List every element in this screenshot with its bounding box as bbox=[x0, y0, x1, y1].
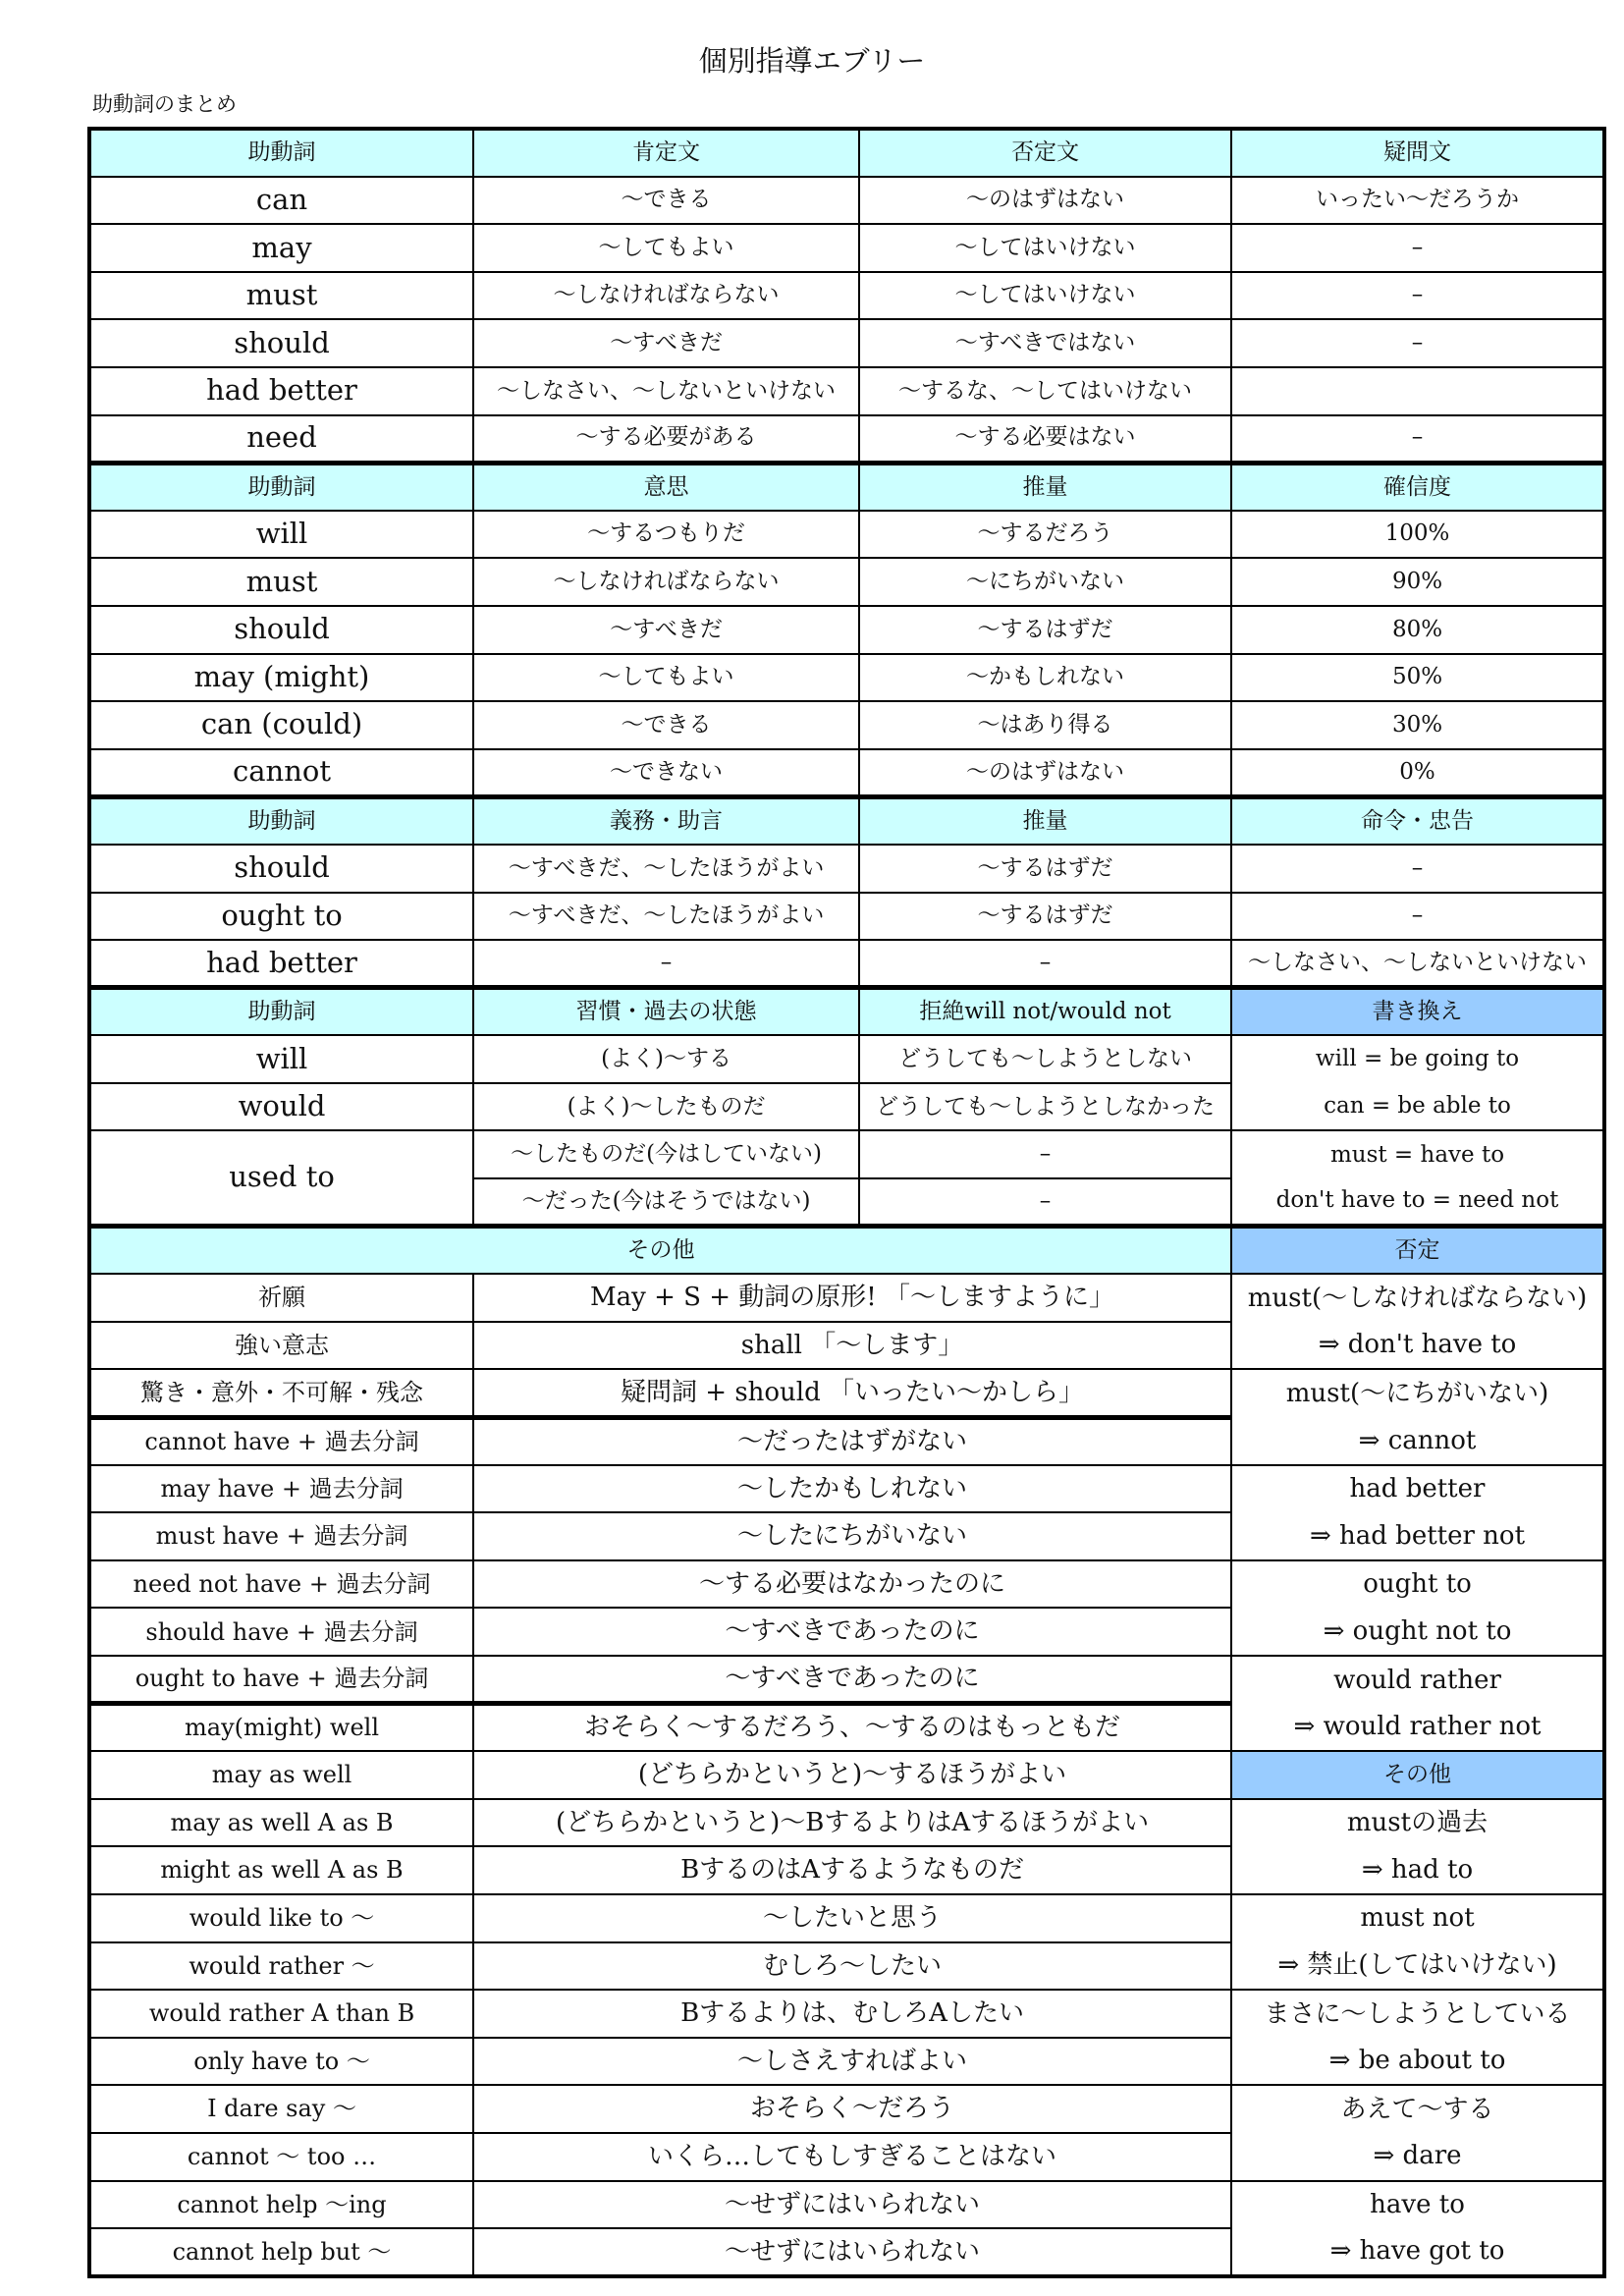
expression-cell: would rather A than B bbox=[89, 1990, 473, 2038]
verb-cell: can bbox=[89, 177, 473, 225]
meaning-cell: 〜しさえすればよい bbox=[473, 2038, 1231, 2086]
page-title: 個別指導エブリー bbox=[698, 44, 926, 78]
meaning-cell: (どちらかというと)〜するほうがよい bbox=[473, 1751, 1231, 1799]
meaning-cell: shall 「〜します」 bbox=[473, 1322, 1231, 1370]
meaning-cell: 〜すべきではない bbox=[859, 319, 1231, 367]
meaning-cell: 〜したいと思う bbox=[473, 1894, 1231, 1942]
meaning-cell: 〜しなければならない bbox=[473, 558, 859, 606]
meaning-cell: 〜すべきだ bbox=[473, 319, 859, 367]
other-cell: must not bbox=[1231, 1894, 1604, 1942]
meaning-cell: 〜したものだ(今はしていない) bbox=[473, 1130, 859, 1178]
meaning-cell: 〜できる bbox=[473, 701, 859, 749]
meaning-cell: 100% bbox=[1231, 511, 1604, 559]
verb-cell: had better bbox=[89, 940, 473, 988]
negation-cell: must(〜にちがいない) bbox=[1231, 1369, 1604, 1417]
other-cell: まさに〜しようとしている bbox=[1231, 1990, 1604, 2038]
verb-cell: used to bbox=[89, 1130, 473, 1226]
header-cell: 命令・忠告 bbox=[1231, 796, 1604, 845]
meaning-cell: 〜のはずはない bbox=[859, 177, 1231, 225]
page-subtitle: 助動詞のまとめ bbox=[92, 92, 237, 116]
meaning-cell: 〜してもよい bbox=[473, 654, 859, 702]
meaning-cell: 〜にちがいない bbox=[859, 558, 1231, 606]
meaning-cell: 〜したにちがいない bbox=[473, 1512, 1231, 1560]
negation-cell: had better bbox=[1231, 1465, 1604, 1513]
meaning-cell: 〜するつもりだ bbox=[473, 511, 859, 559]
header-cell: 推量 bbox=[859, 463, 1231, 511]
meaning-cell: 〜する必要はなかったのに bbox=[473, 1560, 1231, 1609]
meaning-cell: May + S + 動詞の原形! 「〜しますように」 bbox=[473, 1274, 1231, 1322]
other-cell: ⇒ dare bbox=[1231, 2133, 1604, 2181]
expression-cell: may as well A as B bbox=[89, 1799, 473, 1847]
meaning-cell: 80% bbox=[1231, 606, 1604, 654]
header-cell: 肯定文 bbox=[473, 129, 859, 177]
meaning-cell: おそらく〜だろう bbox=[473, 2085, 1231, 2133]
meaning-cell: 〜しなさい、〜しないといけない bbox=[473, 367, 859, 415]
verb-cell: will bbox=[89, 511, 473, 559]
verb-cell: had better bbox=[89, 367, 473, 415]
meaning-cell: Bするよりは、むしろAしたい bbox=[473, 1990, 1231, 2038]
meaning-cell: どうしても〜しようとしなかった bbox=[859, 1083, 1231, 1131]
expression-cell: should have + 過去分詞 bbox=[89, 1608, 473, 1656]
other-cell: have to bbox=[1231, 2181, 1604, 2229]
meaning-cell: 90% bbox=[1231, 558, 1604, 606]
header-cell: 意思 bbox=[473, 463, 859, 511]
modal-verbs-table bbox=[87, 127, 1606, 2278]
meaning-cell: むしろ〜したい bbox=[473, 1942, 1231, 1991]
header-cell: 疑問文 bbox=[1231, 129, 1604, 177]
meaning-cell: (よく)〜する bbox=[473, 1035, 859, 1083]
meaning-cell: 〜できない bbox=[473, 749, 859, 797]
verb-cell: can (could) bbox=[89, 701, 473, 749]
meaning-cell: 〜すべきであったのに bbox=[473, 1608, 1231, 1656]
meaning-cell: – bbox=[1231, 893, 1604, 941]
expression-cell: 祈願 bbox=[89, 1274, 473, 1322]
meaning-cell: – bbox=[473, 940, 859, 988]
meaning-cell: – bbox=[1231, 415, 1604, 464]
expression-cell: cannot help but 〜 bbox=[89, 2228, 473, 2276]
meaning-cell: 〜しなさい、〜しないといけない bbox=[1231, 940, 1604, 988]
verb-cell: should bbox=[89, 845, 473, 893]
header-cell: 義務・助言 bbox=[473, 796, 859, 845]
meaning-cell: (どちらかというと)〜BするよりはAするほうがよい bbox=[473, 1799, 1231, 1847]
meaning-cell: 〜しなければならない bbox=[473, 272, 859, 320]
meaning-cell: 〜してはいけない bbox=[859, 224, 1231, 272]
other-cell: mustの過去 bbox=[1231, 1799, 1604, 1847]
meaning-cell: – bbox=[1231, 319, 1604, 367]
verb-cell: would bbox=[89, 1083, 473, 1131]
header-cell: 否定 bbox=[1231, 1227, 1604, 1275]
other-cell: ⇒ had to bbox=[1231, 1846, 1604, 1894]
meaning-cell: 〜はあり得る bbox=[859, 701, 1231, 749]
meaning-cell: 〜するだろう bbox=[859, 511, 1231, 559]
expression-cell: need not have + 過去分詞 bbox=[89, 1560, 473, 1609]
meaning-cell: 〜せずにはいられない bbox=[473, 2228, 1231, 2276]
meaning-cell: – bbox=[859, 1130, 1231, 1178]
expression-cell: cannot have + 過去分詞 bbox=[89, 1417, 473, 1465]
verb-cell: need bbox=[89, 415, 473, 464]
negation-cell: ⇒ cannot bbox=[1231, 1417, 1604, 1465]
verb-cell: may (might) bbox=[89, 654, 473, 702]
meaning-cell: 〜かもしれない bbox=[859, 654, 1231, 702]
meaning-cell: いくら…してもしすぎることはない bbox=[473, 2133, 1231, 2181]
header-cell: その他 bbox=[1231, 1751, 1604, 1799]
meaning-cell: おそらく〜するだろう、〜するのはもっともだ bbox=[473, 1704, 1231, 1752]
meaning-cell: – bbox=[859, 940, 1231, 988]
meaning-cell: – bbox=[1231, 224, 1604, 272]
verb-cell: should bbox=[89, 319, 473, 367]
meaning-cell bbox=[1231, 367, 1604, 415]
expression-cell: must have + 過去分詞 bbox=[89, 1512, 473, 1560]
header-cell: 習慣・過去の状態 bbox=[473, 988, 859, 1036]
meaning-cell: 〜するはずだ bbox=[859, 845, 1231, 893]
header-cell: 助動詞 bbox=[89, 129, 473, 177]
other-cell: ⇒ be about to bbox=[1231, 2038, 1604, 2086]
verb-cell: ought to bbox=[89, 893, 473, 941]
other-cell: あえて〜する bbox=[1231, 2085, 1604, 2133]
negation-cell: would rather bbox=[1231, 1656, 1604, 1704]
meaning-cell: 50% bbox=[1231, 654, 1604, 702]
meaning-cell: – bbox=[1231, 272, 1604, 320]
meaning-cell: 〜だったはずがない bbox=[473, 1417, 1231, 1465]
expression-cell: cannot help 〜ing bbox=[89, 2181, 473, 2229]
header-cell: その他 bbox=[89, 1227, 1231, 1275]
negation-cell: ought to bbox=[1231, 1560, 1604, 1609]
expression-cell: may(might) well bbox=[89, 1704, 473, 1752]
rewrite-cell: can = be able to bbox=[1231, 1083, 1604, 1131]
other-cell: ⇒ 禁止(してはいけない) bbox=[1231, 1942, 1604, 1991]
expression-cell: only have to 〜 bbox=[89, 2038, 473, 2086]
header-cell: 助動詞 bbox=[89, 796, 473, 845]
verb-cell: should bbox=[89, 606, 473, 654]
rewrite-cell: don't have to = need not bbox=[1231, 1178, 1604, 1227]
header-cell: 書き換え bbox=[1231, 988, 1604, 1036]
meaning-cell: 〜すべきだ、〜したほうがよい bbox=[473, 845, 859, 893]
meaning-cell: どうしても〜しようとしない bbox=[859, 1035, 1231, 1083]
negation-cell: ⇒ had better not bbox=[1231, 1512, 1604, 1560]
meaning-cell: (よく)〜したものだ bbox=[473, 1083, 859, 1131]
meaning-cell: 0% bbox=[1231, 749, 1604, 797]
expression-cell: ought to have + 過去分詞 bbox=[89, 1656, 473, 1704]
meaning-cell: 〜せずにはいられない bbox=[473, 2181, 1231, 2229]
verb-cell: will bbox=[89, 1035, 473, 1083]
expression-cell: may have + 過去分詞 bbox=[89, 1465, 473, 1513]
verb-cell: cannot bbox=[89, 749, 473, 797]
rewrite-cell: must = have to bbox=[1231, 1130, 1604, 1178]
header-cell: 否定文 bbox=[859, 129, 1231, 177]
header-cell: 助動詞 bbox=[89, 988, 473, 1036]
rewrite-cell: will = be going to bbox=[1231, 1035, 1604, 1083]
meaning-cell: いったい〜だろうか bbox=[1231, 177, 1604, 225]
meaning-cell: BするのはAするようなものだ bbox=[473, 1846, 1231, 1894]
meaning-cell: 〜だった(今はそうではない) bbox=[473, 1178, 859, 1227]
header-cell: 推量 bbox=[859, 796, 1231, 845]
expression-cell: cannot 〜 too … bbox=[89, 2133, 473, 2181]
verb-cell: must bbox=[89, 558, 473, 606]
expression-cell: I dare say 〜 bbox=[89, 2085, 473, 2133]
other-cell: ⇒ have got to bbox=[1231, 2228, 1604, 2276]
meaning-cell: 〜するはずだ bbox=[859, 606, 1231, 654]
negation-cell: ⇒ would rather not bbox=[1231, 1704, 1604, 1752]
expression-cell: might as well A as B bbox=[89, 1846, 473, 1894]
meaning-cell: 〜のはずはない bbox=[859, 749, 1231, 797]
expression-cell: 驚き・意外・不可解・残念 bbox=[89, 1369, 473, 1417]
meaning-cell: 〜する必要がある bbox=[473, 415, 859, 464]
expression-cell: would rather 〜 bbox=[89, 1942, 473, 1991]
meaning-cell: 30% bbox=[1231, 701, 1604, 749]
meaning-cell: 〜してもよい bbox=[473, 224, 859, 272]
meaning-cell: 〜すべきだ bbox=[473, 606, 859, 654]
meaning-cell: 〜する必要はない bbox=[859, 415, 1231, 464]
verb-cell: must bbox=[89, 272, 473, 320]
negation-cell: must(〜しなければならない) bbox=[1231, 1274, 1604, 1322]
meaning-cell: 〜するはずだ bbox=[859, 893, 1231, 941]
expression-cell: would like to 〜 bbox=[89, 1894, 473, 1942]
expression-cell: 強い意志 bbox=[89, 1322, 473, 1370]
header-cell: 拒絶will not/would not bbox=[859, 988, 1231, 1036]
meaning-cell: – bbox=[859, 1178, 1231, 1227]
meaning-cell: 〜すべきだ、〜したほうがよい bbox=[473, 893, 859, 941]
meaning-cell: 〜できる bbox=[473, 177, 859, 225]
negation-cell: ⇒ ought not to bbox=[1231, 1608, 1604, 1656]
meaning-cell: 〜したかもしれない bbox=[473, 1465, 1231, 1513]
meaning-cell: 疑問詞 + should 「いったい〜かしら」 bbox=[473, 1369, 1231, 1417]
meaning-cell: 〜してはいけない bbox=[859, 272, 1231, 320]
meaning-cell: – bbox=[1231, 845, 1604, 893]
verb-cell: may bbox=[89, 224, 473, 272]
expression-cell: may as well bbox=[89, 1751, 473, 1799]
header-cell: 助動詞 bbox=[89, 463, 473, 511]
negation-cell: ⇒ don't have to bbox=[1231, 1322, 1604, 1370]
meaning-cell: 〜するな、〜してはいけない bbox=[859, 367, 1231, 415]
meaning-cell: 〜すべきであったのに bbox=[473, 1656, 1231, 1704]
header-cell: 確信度 bbox=[1231, 463, 1604, 511]
